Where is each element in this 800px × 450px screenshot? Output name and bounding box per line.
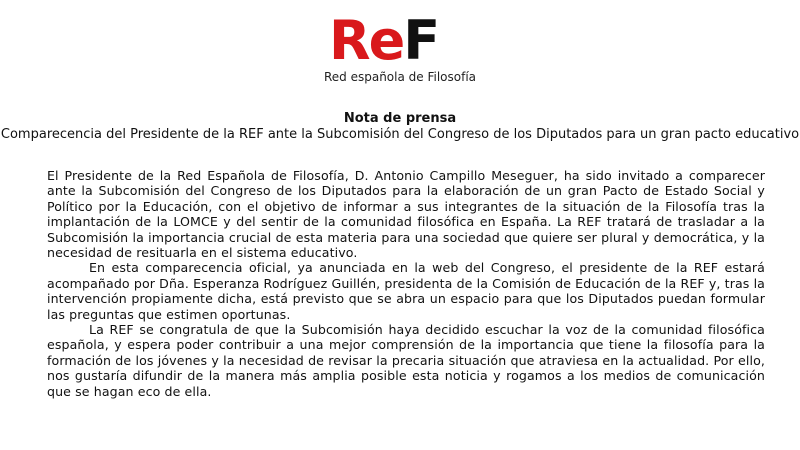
logo-letter-e: e: [368, 9, 404, 72]
logo-letter-r: R: [329, 9, 369, 72]
paragraph-1: El Presidente de la Red Española de Filosofía, D. Antonio Campillo Meseguer, ha sido invitado a comparecer ante la Subcomisión del Congreso de los Diputados para la elaboración de un gran Pacto de Estado Social y Político por la Educación, con el objetivo de informar a sus integrantes de la situación de la Filosofía tras la implantación de la LOMCE y del sentir de la comunidad filosófica en España. La REF tratará de trasladar a la Subcomisión la importancia crucial de esta materia para una sociedad que quiere ser plural y democrática, y la necesidad de resituarla en el sistema educativo.: [47, 168, 765, 261]
paragraph-2: En esta comparecencia oficial, ya anunciada en la web del Congreso, el presidente de la REF estará acompañado por Dña. Esperanza Rodríguez Guillén, presidenta de la Comisión de Educación de la REF y, tras la intervención propiamente dicha, está previsto que se abra un espacio para que los Diputados puedan formular las preguntas que estimen oportunas.: [47, 260, 765, 322]
press-heading: [0, 110, 800, 143]
press-subtitle: Comparecencia del Presidente de la REF ante la Subcomisión del Congreso de los Diputados para un gran pacto educativo: [0, 127, 800, 142]
press-title: Nota de prensa: [343, 111, 457, 126]
paragraph-3: La REF se congratula de que la Subcomisión haya decidido escuchar la voz de la comunidad filosófica española, y espera poder contribuir a una mejor comprensión de la importancia que tiene la filosofía para la formación de los jóvenes y la necesidad de revisar la precaria situación que atraviesa en la actualidad. Por ello, nos gustaría difundir de la manera más amplia posible esta noticia y rogamos a los medios de comunicación que se hagan eco de ella.: [47, 322, 765, 399]
ref-logo: [0, 8, 800, 88]
logo-subtitle: Red española de Filosofía: [323, 70, 477, 84]
logo-letter-f: F: [403, 9, 439, 72]
press-body: [47, 168, 765, 399]
ref-logo-mark: [329, 9, 439, 72]
